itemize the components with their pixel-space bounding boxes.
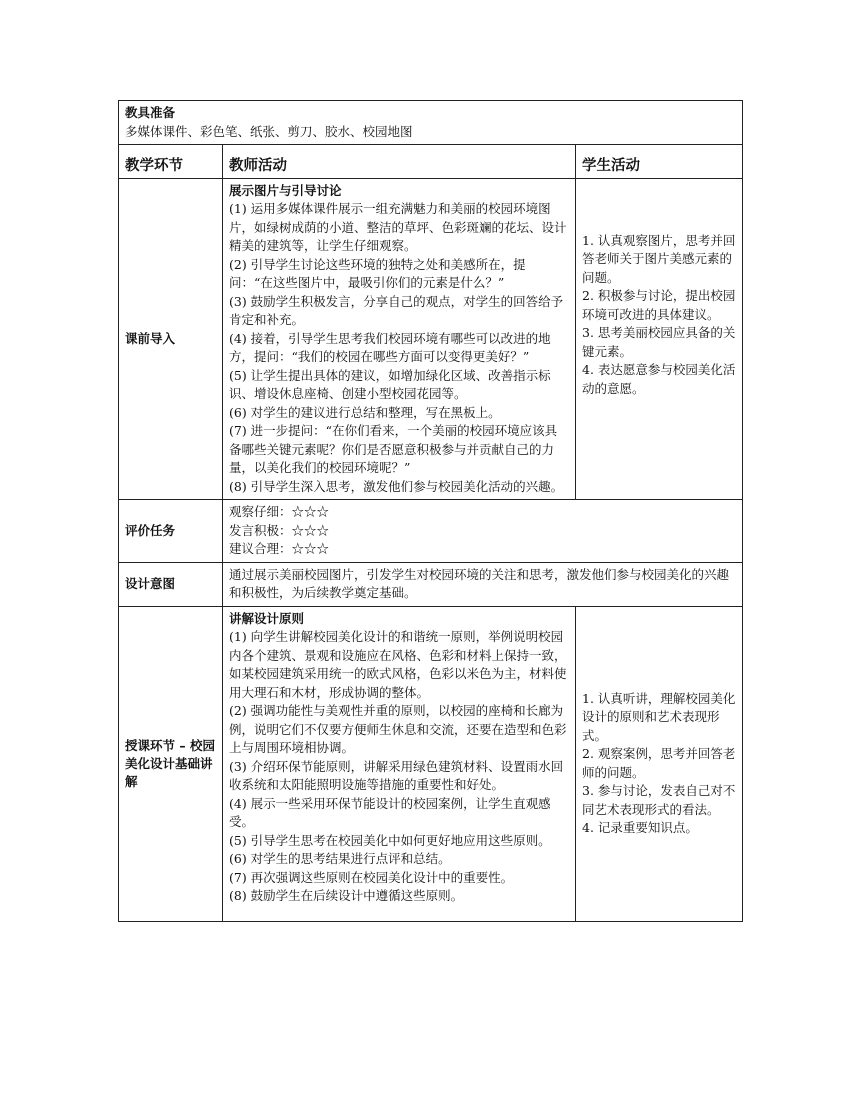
evaluation-label: 评价任务	[119, 500, 223, 563]
prep-title: 教具准备	[125, 105, 176, 120]
list-item: (5) 引导学生思考在校园美化中如何更好地应用这些原则。	[229, 832, 551, 848]
list-item: 建议合理：☆☆☆	[229, 541, 330, 556]
lesson-plan-page	[118, 100, 742, 922]
intro-label: 课前导入	[119, 178, 223, 500]
header-row	[119, 145, 743, 179]
design-content: 通过展示美丽校园图片，引发学生对校园环境的关注和思考，激发他们参与校园美化的兴趣和积极性，为后续教学奠定基础。	[223, 562, 743, 606]
list-item: 2. 积极参与讨论，提出校园环境可改进的具体建议。	[582, 288, 736, 322]
header-student: 学生活动	[576, 145, 743, 179]
list-item: 1. 认真听讲，理解校园美化设计的原则和艺术表现形式。	[582, 690, 736, 743]
list-item: 2. 观察案例，思考并回答老师的问题。	[582, 746, 736, 780]
list-item: (7) 再次强调这些原则在校园美化设计中的重要性。	[229, 869, 514, 885]
list-item: 观察仔细：☆☆☆	[229, 504, 330, 519]
list-item: (8) 引导学生深入思考，激发他们参与校园美化活动的兴趣。	[229, 478, 564, 494]
list-item: 4. 记录重要知识点。	[582, 820, 698, 835]
list-item: 3. 参与讨论，发表自己对不同艺术表现形式的看法。	[582, 783, 736, 817]
prep-row	[119, 101, 743, 145]
intro-teacher-list	[229, 200, 569, 496]
list-item: (6) 对学生的建议进行总结和整理，写在黑板上。	[229, 404, 501, 420]
list-item: (5) 让学生提出具体的建议，如增加绿化区域、改善指示标识、增设休息座椅、创建小型校园花园等。	[229, 367, 551, 401]
list-item: 发言积极：☆☆☆	[229, 522, 330, 538]
list-item: (6) 对学生的思考结果进行点评和总结。	[229, 851, 451, 866]
lecture-teacher-cell	[223, 606, 576, 921]
intro-teacher-title: 展示图片与引导讨论	[229, 182, 342, 198]
lesson-plan-table	[118, 100, 743, 922]
intro-row	[119, 178, 743, 500]
evaluation-cell	[223, 500, 743, 563]
list-item: (4) 展示一些采用环保节能设计的校园案例，让学生直观感受。	[229, 795, 551, 829]
list-item: (2) 引导学生讨论这些环境的独特之处和美感所在，提问：“在这些图片中，最吸引你们的元素是什么？”	[229, 256, 526, 290]
list-item: 4. 表达愿意参与校园美化活动的意愿。	[582, 362, 736, 396]
design-row	[119, 562, 743, 606]
lecture-student-cell	[576, 606, 743, 921]
list-item: (3) 鼓励学生积极发言，分享自己的观点，对学生的回答给予肯定和补充。	[229, 293, 564, 327]
intro-student-cell	[576, 178, 743, 500]
evaluation-row	[119, 500, 743, 563]
header-stage: 教学环节	[119, 145, 223, 179]
design-label: 设计意图	[119, 562, 223, 606]
list-item: 1. 认真观察图片，思考并回答老师关于图片美感元素的问题。	[582, 232, 736, 285]
prep-content: 多媒体课件、彩色笔、纸张、剪刀、胶水、校园地图	[125, 123, 413, 139]
list-item: (1) 运用多媒体课件展示一组充满魅力和美丽的校园环境图片，如绿树成荫的小道、整洁的草坪、色彩斑斓的花坛、设计精美的建筑等，让学生仔细观察。	[229, 201, 567, 253]
list-item: (1) 向学生讲解校园美化设计的和谐统一原则，举例说明校园内各个建筑、景观和设施应在风格、色彩和材料上保持一致，如某校园建筑采用统一的欧式风格，色彩以米色为主，材料使用大理石和木材，形成协调的整体。	[229, 629, 567, 700]
header-teacher: 教师活动	[223, 145, 576, 179]
list-item: (3) 介绍环保节能原则，讲解采用绿色建筑材料、设置雨水回收系统和太阳能照明设施等措施的重要性和好处。	[229, 758, 564, 792]
list-item: (7) 进一步提问：“在你们看来，一个美丽的校园环境应该具备哪些关键元素呢？你们是否愿意积极参与并贡献自己的力量，以美化我们的校园环境呢？”	[229, 423, 558, 475]
lecture-teacher-title: 讲解设计原则	[229, 610, 305, 626]
intro-teacher-cell	[223, 178, 576, 500]
list-item: 3. 思考美丽校园应具备的关键元素。	[582, 325, 736, 359]
list-item: (4) 接着，引导学生思考我们校园环境有哪些可以改进的地方，提问：“我们的校园在哪些方面可以变得更美好？”	[229, 330, 551, 364]
list-item: (2) 强调功能性与美观性并重的原则，以校园的座椅和长廊为例，说明它们不仅要方便师生休息和交流，还要在造型和色彩上与周围环境相协调。	[229, 703, 567, 755]
list-item: (8) 鼓励学生在后续设计中遵循这些原则。	[229, 888, 464, 903]
lecture-label: 授课环节 – 校园美化设计基础讲解	[119, 606, 223, 921]
lecture-row	[119, 606, 743, 921]
